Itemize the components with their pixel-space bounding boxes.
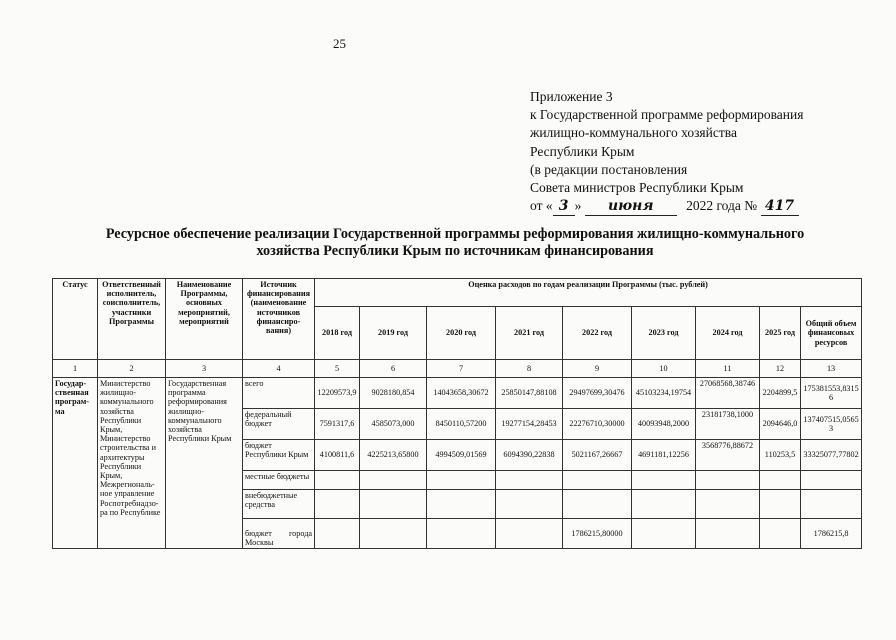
value-cell: 2094646,0 (760, 409, 801, 440)
value-cell (315, 490, 360, 519)
value-cell (496, 471, 563, 490)
value-cell: 4585073,000 (360, 409, 427, 440)
appendix-line: к Государственной программе реформирования (530, 107, 804, 123)
header-total: Общий объем финансовых ресурсов (801, 307, 862, 360)
value-cell: 29497699,30476 (563, 378, 632, 409)
value-cell (801, 490, 862, 519)
value-cell (360, 519, 427, 549)
handwritten-month: июня (585, 197, 677, 216)
value-cell: 3568776,88672 (696, 440, 760, 471)
value-cell: 23181738,1000 (696, 409, 760, 440)
appendix-line: Приложение 3 (530, 89, 613, 104)
handwritten-day: 3 (553, 197, 575, 216)
value-cell: 45103234,19754 (632, 378, 696, 409)
value-cell: 7591317,6 (315, 409, 360, 440)
column-number: 5 (315, 360, 360, 378)
source-cell: местные бюджеты (243, 471, 315, 490)
value-cell (496, 519, 563, 549)
header-year: 2024 год (696, 307, 760, 360)
column-number: 1 (53, 360, 98, 378)
value-cell: 22276710,30000 (563, 409, 632, 440)
value-cell: 2204899,5 (760, 378, 801, 409)
program-name-cell: Государственная программа реформирования жилищно-коммунального хозяйства Республики Крым (166, 378, 243, 549)
value-cell (315, 519, 360, 549)
date-prefix: от « (530, 198, 553, 214)
value-cell (632, 471, 696, 490)
column-number: 3 (166, 360, 243, 378)
value-cell (801, 471, 862, 490)
column-number: 9 (563, 360, 632, 378)
header-status: Статус (53, 279, 98, 360)
column-number: 11 (696, 360, 760, 378)
value-cell (632, 519, 696, 549)
header-estimate: Оценка расходов по годам реализации Программы (тыс. рублей) (315, 279, 862, 307)
page-number: 25 (333, 36, 346, 51)
value-cell: 6094390,22838 (496, 440, 563, 471)
appendix-date-line (530, 197, 803, 216)
header-year: 2025 год (760, 307, 801, 360)
value-cell: 12209573,9 (315, 378, 360, 409)
header-year: 2022 год (563, 307, 632, 360)
header-year: 2023 год (632, 307, 696, 360)
value-cell: 4994509,01569 (427, 440, 496, 471)
appendix-line: жилищно-коммунального хозяйства (530, 125, 737, 141)
source-cell: бюджет города Москвы (243, 519, 315, 549)
date-mid: » (574, 198, 582, 214)
header-executor: Ответственный исполнитель, соисполнитель, участники Программы (98, 279, 166, 360)
source-cell: всего (243, 378, 315, 409)
appendix-block (530, 88, 803, 216)
value-cell (760, 471, 801, 490)
value-cell: 40093948,2000 (632, 409, 696, 440)
column-number: 12 (760, 360, 801, 378)
column-number: 2 (98, 360, 166, 378)
value-cell: 1786215,80000 (563, 519, 632, 549)
value-cell: 14043658,30672 (427, 378, 496, 409)
handwritten-doc-number: 417 (761, 197, 799, 216)
header-year: 2019 год (360, 307, 427, 360)
value-cell: 4691181,12256 (632, 440, 696, 471)
value-cell (760, 490, 801, 519)
header-source: Источник финансирования (наименование источников финансиро-вания) (243, 279, 315, 360)
status-cell: Государ-ственная програм-ма (53, 378, 98, 549)
table-row (53, 378, 862, 409)
value-cell: 175381553,83156 (801, 378, 862, 409)
value-cell (427, 519, 496, 549)
appendix-line: Совета министров Республики Крым (530, 180, 744, 196)
column-number: 4 (243, 360, 315, 378)
value-cell: 27068568,38746 (696, 378, 760, 409)
value-cell (760, 519, 801, 549)
column-number: 10 (632, 360, 696, 378)
column-number: 13 (801, 360, 862, 378)
appendix-line: Республики Крым (530, 143, 635, 159)
header-program-name: Наименование Программы, основных мероприятий, мероприятий (166, 279, 243, 360)
resource-table (52, 278, 862, 549)
appendix-line: (в редакции постановления (530, 161, 688, 177)
value-cell (360, 490, 427, 519)
header-year: 2021 год (496, 307, 563, 360)
value-cell (696, 490, 760, 519)
value-cell (427, 471, 496, 490)
value-cell (563, 471, 632, 490)
value-cell: 4225213,65800 (360, 440, 427, 471)
value-cell (563, 490, 632, 519)
value-cell: 137407515,05653 (801, 409, 862, 440)
value-cell (696, 471, 760, 490)
value-cell: 25850147,88108 (496, 378, 563, 409)
column-number: 8 (496, 360, 563, 378)
value-cell: 19277154,28453 (496, 409, 563, 440)
date-year: 2022 года № (686, 198, 758, 214)
value-cell (632, 490, 696, 519)
title-line: Ресурсное обеспечение реализации Государственной программы реформирования жилищно-коммунального (105, 226, 805, 242)
value-cell (315, 471, 360, 490)
value-cell: 9028180,854 (360, 378, 427, 409)
value-cell: 33325077,77802 (801, 440, 862, 471)
value-cell: 1786215,8 (801, 519, 862, 549)
source-cell: внебюджетные средства (243, 490, 315, 519)
value-cell (496, 490, 563, 519)
title-line: хозяйства Республики Крым по источникам финансирования (256, 243, 654, 259)
column-number: 6 (360, 360, 427, 378)
value-cell (696, 519, 760, 549)
column-number: 7 (427, 360, 496, 378)
value-cell: 8450110,57200 (427, 409, 496, 440)
header-year: 2018 год (315, 307, 360, 360)
source-cell: федеральный бюджет (243, 409, 315, 440)
value-cell (360, 471, 427, 490)
header-year: 2020 год (427, 307, 496, 360)
value-cell: 110253,5 (760, 440, 801, 471)
document-title (60, 226, 850, 260)
source-cell: бюджет Республики Крым (243, 440, 315, 471)
value-cell: 4100811,6 (315, 440, 360, 471)
value-cell (427, 490, 496, 519)
executor-cell: Министерство жилищно-коммунального хозяйства Республики Крым, Министерство строительства и архитектуры Республики Крым, Межрегиональ-ное управление Роспотребнадзо-ра по Республике (98, 378, 166, 549)
value-cell: 5021167,26667 (563, 440, 632, 471)
